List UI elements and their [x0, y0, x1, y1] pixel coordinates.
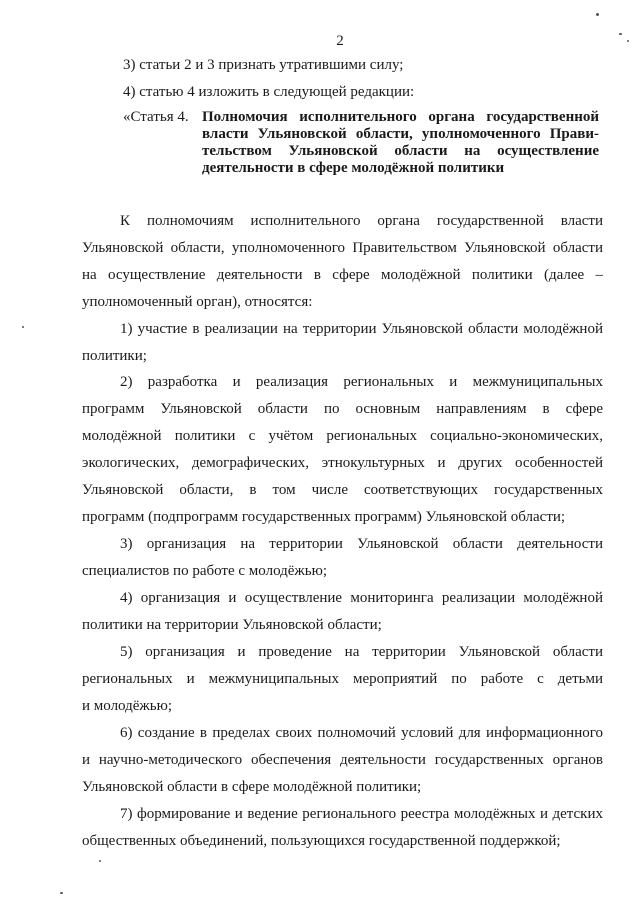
body-line: 2) разработка и реализация региональных и межмуниципальных	[120, 374, 603, 390]
body-line: общественных объединений, пользующихся государственной поддержкой;	[82, 833, 561, 849]
body-line: 5) организация и проведение на территории Ульяновской области	[120, 644, 603, 660]
body-line: 7) формирование и ведение регионального реестра молодёжных и детских	[120, 806, 603, 822]
body-line: экологических, демографических, этнокультурных и других особенностей	[82, 455, 603, 471]
article-title-line: тельством Ульяновской области на осуществление	[202, 143, 599, 159]
scan-speck	[60, 892, 63, 894]
body-line: и молодёжью;	[82, 698, 172, 714]
amendment-item-3: 3) статьи 2 и 3 признать утратившими силу;	[123, 57, 404, 73]
body-line: политики на территории Ульяновской области;	[82, 617, 382, 633]
body-line: молодёжной политики с учётом региональных социально-экономических,	[82, 428, 603, 444]
body-line: 1) участие в реализации на территории Ульяновской области молодёжной	[120, 321, 603, 337]
body-line: региональных и межмуниципальных мероприятий по работе с детьми	[82, 671, 603, 687]
body-line: политики;	[82, 348, 147, 364]
article-title	[202, 108, 599, 176]
body-line: 3) организация на территории Ульяновской области деятельности	[120, 536, 603, 552]
body-line: и научно-методического обеспечения деятельности государственных органов	[82, 752, 603, 768]
scan-speck	[99, 860, 101, 862]
page-number: 2	[336, 33, 344, 49]
body-line: на осуществление деятельности в сфере молодёжной политики (далее –	[82, 267, 603, 283]
body-line: Ульяновской области, в том числе соответствующих государственных	[82, 482, 603, 498]
scan-speck	[22, 326, 24, 328]
body-line: программ (подпрограмм государственных программ) Ульяновской области;	[82, 509, 566, 525]
scan-speck	[619, 33, 622, 35]
scan-speck	[627, 40, 629, 42]
body-line: К полномочиям исполнительного органа государственной власти	[120, 213, 603, 229]
body-line: 4) организация и осуществление мониторинга реализации молодёжной	[120, 590, 603, 606]
article-title-line: Полномочия исполнительного органа государственной	[202, 109, 599, 125]
article-title-line: власти Ульяновской области, уполномоченного Прави-	[202, 126, 599, 142]
scan-speck	[596, 13, 599, 16]
body-line: Ульяновской области в сфере молодёжной политики;	[82, 779, 422, 795]
article-number: «Статья 4.	[123, 109, 189, 125]
article-title-line: деятельности в сфере молодёжной политики	[202, 160, 505, 176]
body-line: уполномоченный орган), относятся:	[82, 294, 313, 310]
body-line: Ульяновской области, уполномоченного Правительством Ульяновской области	[82, 240, 603, 256]
body-line: специалистов по работе с молодёжью;	[82, 563, 328, 579]
body-line: 6) создание в пределах своих полномочий условий для информационного	[120, 725, 603, 741]
body-line: программ Ульяновской области по основным направлениям в сфере	[82, 401, 603, 417]
amendment-item-4: 4) статью 4 изложить в следующей редакции:	[123, 84, 415, 100]
